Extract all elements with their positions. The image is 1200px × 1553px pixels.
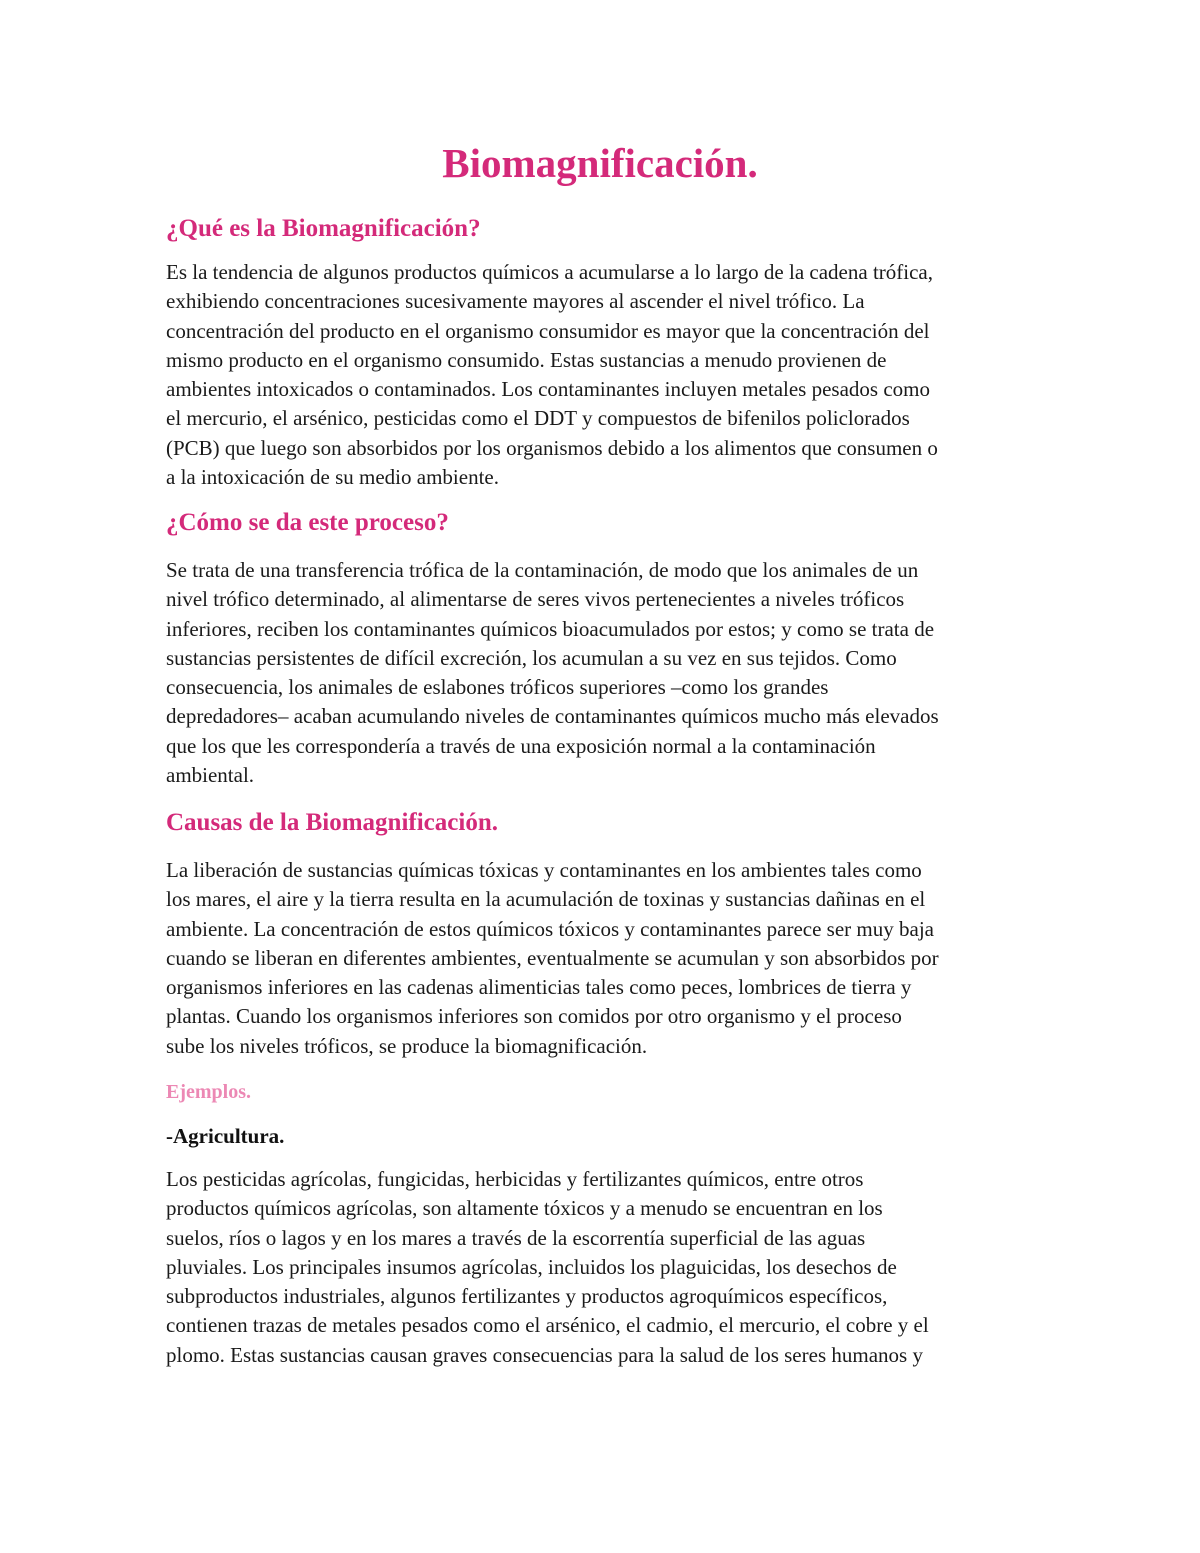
text-line: cuando se liberan en diferentes ambientes, eventualmente se acumulan y son absorbidos por <box>166 945 939 970</box>
examples-paragraph-agriculture <box>166 1165 1046 1370</box>
text-line: Se trata de una transferencia trófica de la contaminación, de modo que los animales de un <box>166 558 919 582</box>
text-line: nivel trófico determinado, al alimentarse de seres vivos pertenecientes a niveles tróficos <box>166 587 905 612</box>
text-line: La liberación de sustancias químicas tóxicas y contaminantes en los ambientes tales como <box>166 858 922 882</box>
page-title: Biomagnificación. <box>442 140 758 186</box>
text-line: ambientes intoxicados o contaminados. Los contaminantes incluyen metales pesados como <box>166 377 930 402</box>
text-line: a la intoxicación de su medio ambiente. <box>166 465 499 490</box>
examples-heading: Ejemplos. <box>166 1081 251 1103</box>
text-line: inferiores, reciben los contaminantes químicos bioacumulados por estos; y como se trata de <box>166 616 935 641</box>
text-line: que los que les correspondería a través de una exposición normal a la contaminación <box>166 733 876 758</box>
text-line: depredadores– acaban acumulando niveles de contaminantes químicos mucho más elevados <box>166 704 939 729</box>
section-paragraph-what-is <box>166 258 1046 492</box>
text-line: Es la tendencia de algunos productos químicos a acumularse a lo largo de la cadena trófica, <box>166 260 933 284</box>
section-paragraph-process <box>166 556 1046 790</box>
section-heading-what-is: ¿Qué es la Biomagnificación? <box>166 215 481 242</box>
examples-subheading-agriculture: -Agricultura. <box>166 1124 285 1148</box>
text-line: organismos inferiores en las cadenas alimenticias tales como peces, lombrices de tierra y <box>166 975 912 1000</box>
text-line: mismo producto en el organismo consumido. Estas sustancias a menudo provienen de <box>166 347 887 372</box>
text-line: Los pesticidas agrícolas, fungicidas, herbicidas y fertilizantes químicos, entre otros <box>166 1167 864 1191</box>
text-line: contienen trazas de metales pesados como el arsénico, el cadmio, el mercurio, el cobre y el <box>166 1313 929 1338</box>
text-line: el mercurio, el arsénico, pesticidas como el DDT y compuestos de bifenilos policlorados <box>166 406 910 431</box>
section-heading-causes: Causas de la Biomagnificación. <box>166 809 498 836</box>
text-line: (PCB) que luego son absorbidos por los organismos debido a los alimentos que consumen o <box>166 435 938 460</box>
text-line: consecuencia, los animales de eslabones tróficos superiores –como los grandes <box>166 675 829 700</box>
text-line: pluviales. Los principales insumos agrícolas, incluidos los plaguicidas, los desechos de <box>166 1254 897 1279</box>
text-line: exhibiendo concentraciones sucesivamente mayores al ascender el nivel trófico. La <box>166 289 865 314</box>
section-paragraph-causes <box>166 856 1046 1061</box>
text-line: ambiente. La concentración de estos químicos tóxicos y contaminantes parece ser muy baja <box>166 916 934 941</box>
text-line: suelos, ríos o lagos y en los mares a través de la escorrentía superficial de las aguas <box>166 1225 866 1250</box>
text-line: los mares, el aire y la tierra resulta en la acumulación de toxinas y sustancias dañinas en el <box>166 887 926 912</box>
text-line: subproductos industriales, algunos fertilizantes y productos agroquímicos específicos, <box>166 1284 888 1309</box>
text-line: ambiental. <box>166 763 255 788</box>
text-line: productos químicos agrícolas, son altamente tóxicos y a menudo se encuentran en los <box>166 1196 883 1221</box>
text-line: sustancias persistentes de difícil excreción, los acumulan a su vez en sus tejidos. Como <box>166 645 897 670</box>
text-line: concentración del producto en el organismo consumidor es mayor que la concentración del <box>166 318 930 343</box>
section-heading-process: ¿Cómo se da este proceso? <box>166 509 449 536</box>
text-line: sube los niveles tróficos, se produce la biomagnificación. <box>166 1033 648 1058</box>
text-line: plomo. Estas sustancias causan graves consecuencias para la salud de los seres humanos y <box>166 1342 923 1367</box>
text-line: plantas. Cuando los organismos inferiores son comidos por otro organismo y el proceso <box>166 1004 902 1029</box>
